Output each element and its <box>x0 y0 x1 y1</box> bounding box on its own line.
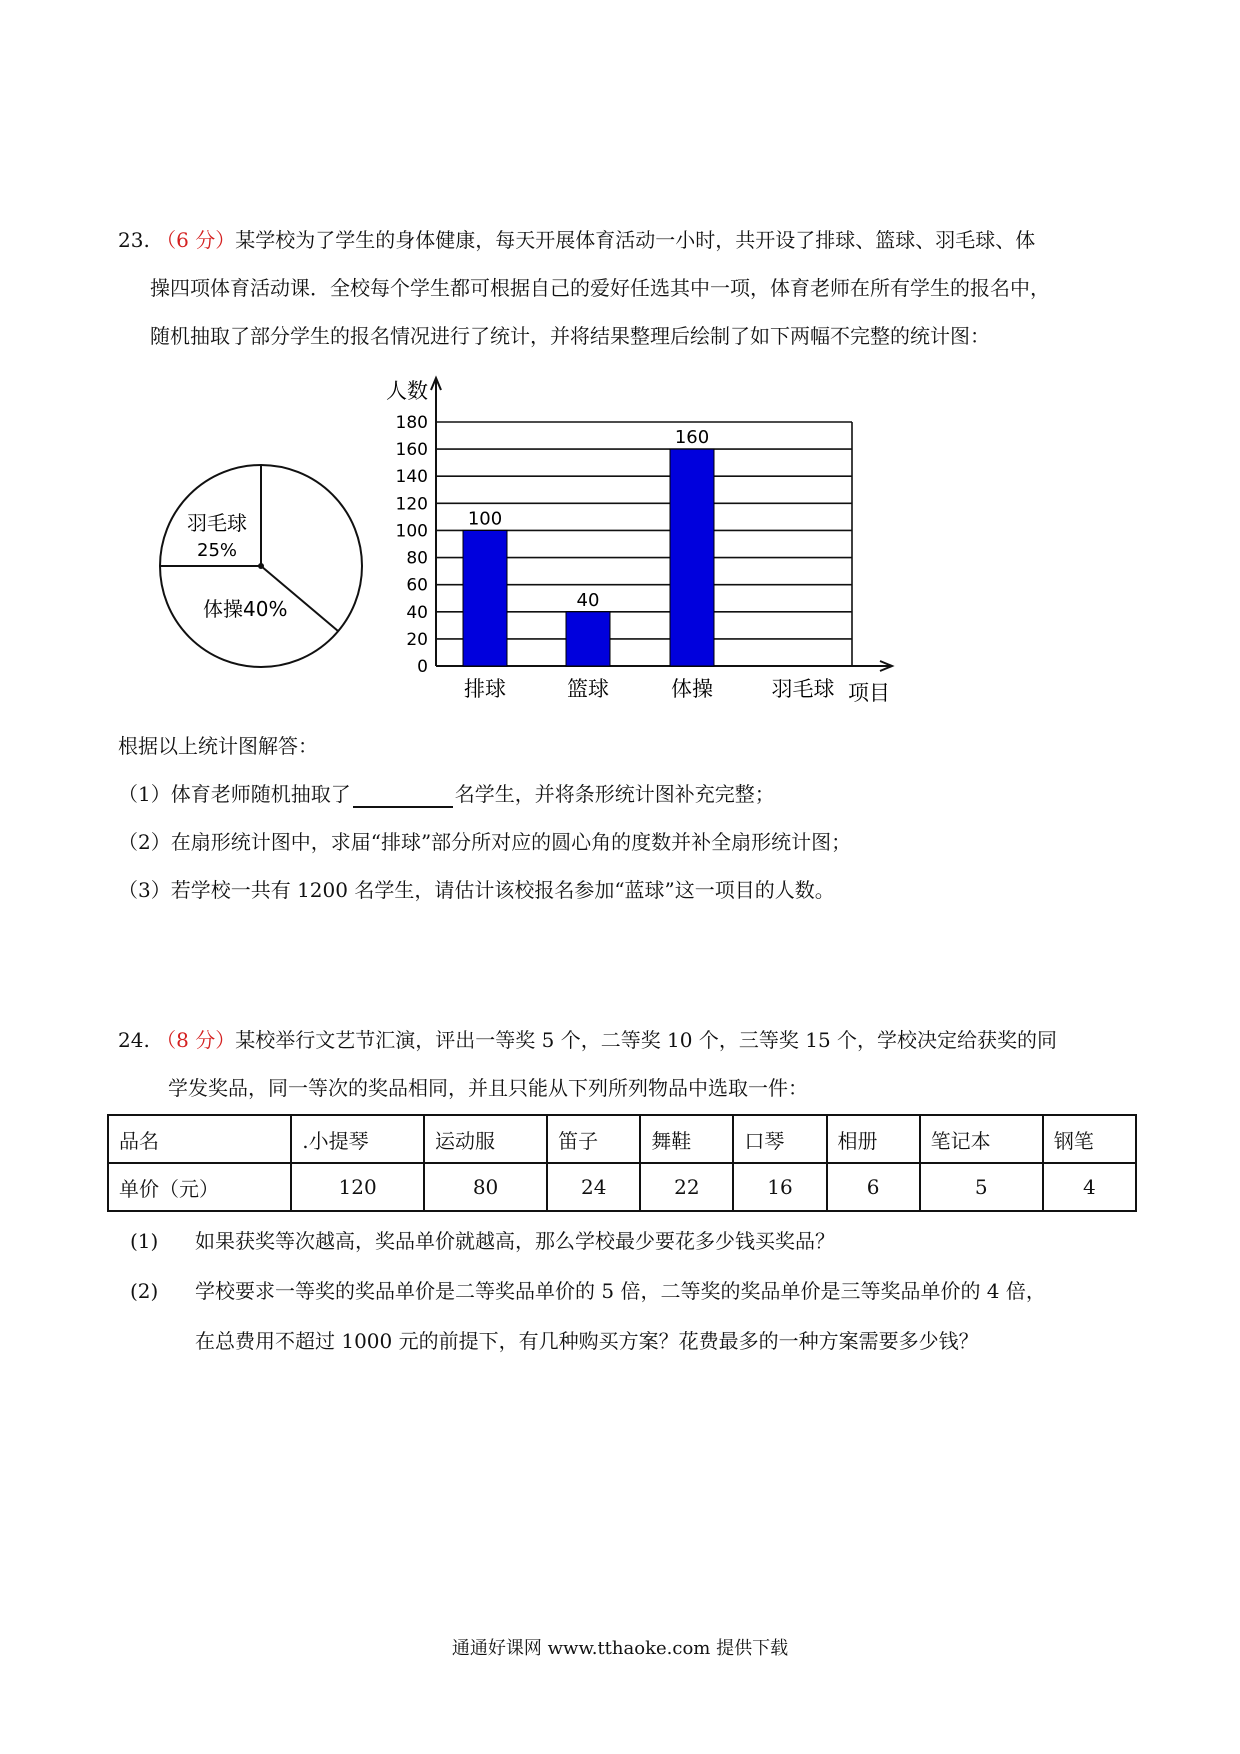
q24-sub1-number: (1) <box>130 1229 159 1253</box>
y-tick-label: 80 <box>406 548 428 569</box>
q23-sub1-text-a: （1）体育老师随机抽取了 <box>118 782 351 806</box>
bar-chart <box>370 370 900 710</box>
x-tick-label: 羽毛球 <box>771 677 835 701</box>
y-tick-label: 140 <box>395 467 428 488</box>
y-tick-label: 0 <box>417 657 428 677</box>
table-cell: 运动服 <box>424 1115 547 1163</box>
q23-line3: 随机抽取了部分学生的报名情况进行了统计，并将结果整理后绘制了如下两幅不完整的统计图： <box>150 324 990 348</box>
table-cell: 笛子 <box>547 1115 640 1163</box>
table-cell: .小提琴 <box>291 1115 424 1163</box>
q24-sub2-number: (2) <box>130 1279 159 1303</box>
pie-label-badminton: 羽毛球 <box>187 511 247 535</box>
x-tick-label: 篮球 <box>567 677 609 701</box>
y-tick-label: 40 <box>406 602 428 623</box>
bar-data-label: 160 <box>674 427 710 449</box>
q24-sub1: 如果获奖等次越高，奖品单价就越高，那么学校最少要花多少钱买奖品？ <box>195 1229 835 1253</box>
table-cell: 笔记本 <box>920 1115 1043 1163</box>
x-tick-label: 体操 <box>671 677 713 701</box>
q24-text-line1: 某校举行文艺节汇演，评出一等奖 5 个，二等奖 10 个，三等奖 15 个，学校决定给获奖的同 <box>235 1028 1058 1052</box>
bar <box>566 612 610 666</box>
table-cell: 120 <box>291 1163 424 1211</box>
table-row-names <box>108 1115 1136 1163</box>
prize-table <box>107 1114 1137 1212</box>
q24-sub2-line1: 学校要求一等奖的奖品单价是二等奖品单价的 5 倍，二等奖的奖品单价是三等奖品单价的 4 倍， <box>195 1279 1046 1303</box>
q24-score: （8 分） <box>156 1028 236 1052</box>
q23-sub2: （2）在扇形统计图中，求届“排球”部分所对应的圆心角的度数并补全扇形统计图； <box>118 830 852 854</box>
y-axis-label: 人数 <box>386 379 428 403</box>
table-cell: 22 <box>640 1163 733 1211</box>
y-tick-label: 160 <box>395 440 428 461</box>
q23-text-line1: 某学校为了学生的身体健康，每天开展体育活动一小时，共开设了排球、篮球、羽毛球、体 <box>235 228 1036 252</box>
pie-label-gymnastics: 体操40% <box>203 597 288 621</box>
q24-sub2-line2: 在总费用不超过 1000 元的前提下，有几种购买方案？花费最多的一种方案需要多少钱？ <box>195 1329 979 1353</box>
table-cell: 相册 <box>827 1115 920 1163</box>
q23-sub1-text-b: 名学生，并将条形统计图补充完整； <box>454 782 775 806</box>
table-cell: 单价（元） <box>108 1163 291 1211</box>
table-cell: 16 <box>733 1163 826 1211</box>
q23-intro: 根据以上统计图解答： <box>118 734 318 758</box>
y-tick-label: 60 <box>406 575 428 596</box>
q24-line2: 学发奖品，同一等次的奖品相同，并且只能从下列所列物品中选取一件： <box>168 1076 808 1100</box>
bar <box>463 530 507 666</box>
table-cell: 6 <box>827 1163 920 1211</box>
x-axis-label: 项目 <box>848 681 890 705</box>
x-tick-label: 排球 <box>464 677 506 701</box>
table-cell: 24 <box>547 1163 640 1211</box>
table-cell: 4 <box>1043 1163 1136 1211</box>
footer: 通通好课网 www.tthaoke.com 提供下载 <box>451 1638 789 1659</box>
table-cell: 钢笔 <box>1043 1115 1136 1163</box>
y-tick-label: 120 <box>395 494 428 515</box>
table-cell: 品名 <box>108 1115 291 1163</box>
table-cell: 口琴 <box>733 1115 826 1163</box>
q24-number: 24. <box>118 1028 150 1052</box>
pie-chart <box>155 460 370 675</box>
answer-blank[interactable] <box>353 784 453 808</box>
y-tick-label: 100 <box>395 521 428 542</box>
bar-data-label: 100 <box>467 508 503 530</box>
bar-data-label: 40 <box>576 589 600 611</box>
y-tick-label: 180 <box>395 413 428 433</box>
table-cell: 舞鞋 <box>640 1115 733 1163</box>
q24-line1 <box>118 1026 1057 1054</box>
q23-number: 23. <box>118 228 150 252</box>
bar <box>670 449 714 666</box>
pie-center <box>258 563 264 569</box>
q23-line2: 操四项体育活动课．全校每个学生都可根据自己的爱好任选其中一项，体育老师在所有学生的报名中， <box>150 276 1050 300</box>
table-row-prices <box>108 1163 1136 1211</box>
q23-sub1 <box>118 780 775 808</box>
q23-line1 <box>118 226 1035 254</box>
y-tick-label: 20 <box>406 629 428 650</box>
q23-score: （6 分） <box>156 228 236 252</box>
q23-sub3: （3）若学校一共有 1200 名学生，请估计该校报名参加“蓝球”这一项目的人数。 <box>118 878 835 902</box>
pie-percent-badminton: 25% <box>197 540 238 561</box>
table-cell: 80 <box>424 1163 547 1211</box>
table-cell: 5 <box>920 1163 1043 1211</box>
